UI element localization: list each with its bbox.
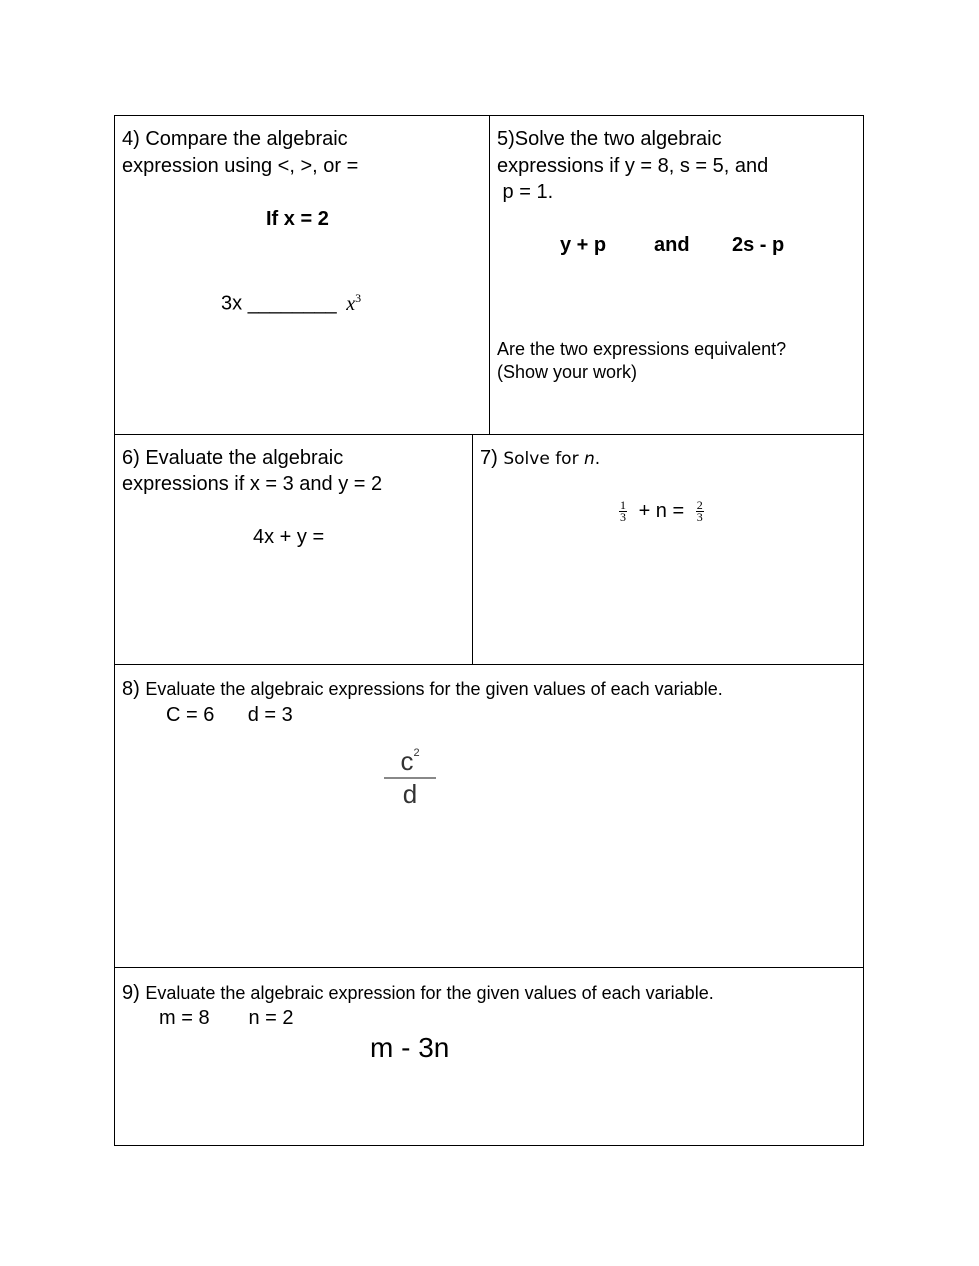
q9-number: 9) (122, 982, 140, 1004)
q8-title (122, 676, 723, 702)
q5-title-line3: p = 1. (497, 181, 554, 203)
q8-values: C = 6 d = 3 (166, 704, 293, 726)
q7-variable: n (583, 449, 595, 469)
q8-fraction (384, 738, 436, 809)
q8-numerator: c (400, 746, 414, 776)
q4-right-exponent: 3 (355, 291, 362, 305)
q5-question-line2: (Show your work) (497, 362, 638, 382)
q6-expression: 4x + y = (253, 526, 325, 548)
q4-title-line2: expression using <, >, or = (122, 155, 359, 177)
row-divider (114, 967, 864, 968)
q4-title-line1: 4) Compare the algebraic (122, 128, 348, 150)
q7-frac1-numerator: 1 (620, 498, 626, 513)
q7-title-text: Solve for (503, 449, 584, 469)
q8-title-text: Evaluate the algebraic expressions for the given values of each variable. (145, 679, 723, 699)
q7-middle: + n = (638, 500, 685, 522)
q4-right-base: x (346, 292, 356, 315)
q5-title-line2: expressions if y = 8, s = 5, and (497, 155, 769, 177)
column-divider (489, 115, 490, 435)
column-divider (472, 435, 473, 665)
q7-equation (619, 498, 704, 524)
q4-condition: If x = 2 (266, 208, 329, 230)
q5-title-line1: 5)Solve the two algebraic (497, 128, 722, 150)
q7-title (480, 445, 600, 472)
q4-answer-blank[interactable]: ________ (247, 292, 337, 315)
q6-title-line1: 6) Evaluate the algebraic (122, 447, 344, 469)
row-divider (114, 664, 864, 665)
q5-and: and (654, 234, 690, 256)
q5-question-line1: Are the two expressions equivalent? (497, 339, 787, 359)
q7-period: . (594, 449, 601, 469)
q7-fraction-1 (619, 500, 627, 523)
q9-title (122, 980, 714, 1006)
q9-expression: m - 3n (370, 1032, 450, 1063)
q4-comparison (221, 285, 361, 317)
q6-title-line2: expressions if x = 3 and y = 2 (122, 473, 383, 495)
q7-number: 7) (480, 447, 498, 469)
q7-frac1-denominator: 3 (620, 510, 626, 525)
q7-frac2-denominator: 3 (696, 510, 703, 525)
q8-exponent: 2 (413, 747, 420, 759)
q4-left: 3x (221, 292, 243, 315)
q5-expr2: 2s - p (732, 234, 785, 256)
q7-fraction-2 (696, 500, 704, 523)
q8-denominator: d (402, 779, 418, 809)
q8-number: 8) (122, 678, 140, 700)
q9-values: m = 8 n = 2 (159, 1007, 294, 1029)
q7-frac2-numerator: 2 (696, 498, 703, 513)
q9-title-text: Evaluate the algebraic expression for the given values of each variable. (145, 983, 714, 1003)
q5-expr1: y + p (560, 234, 607, 256)
